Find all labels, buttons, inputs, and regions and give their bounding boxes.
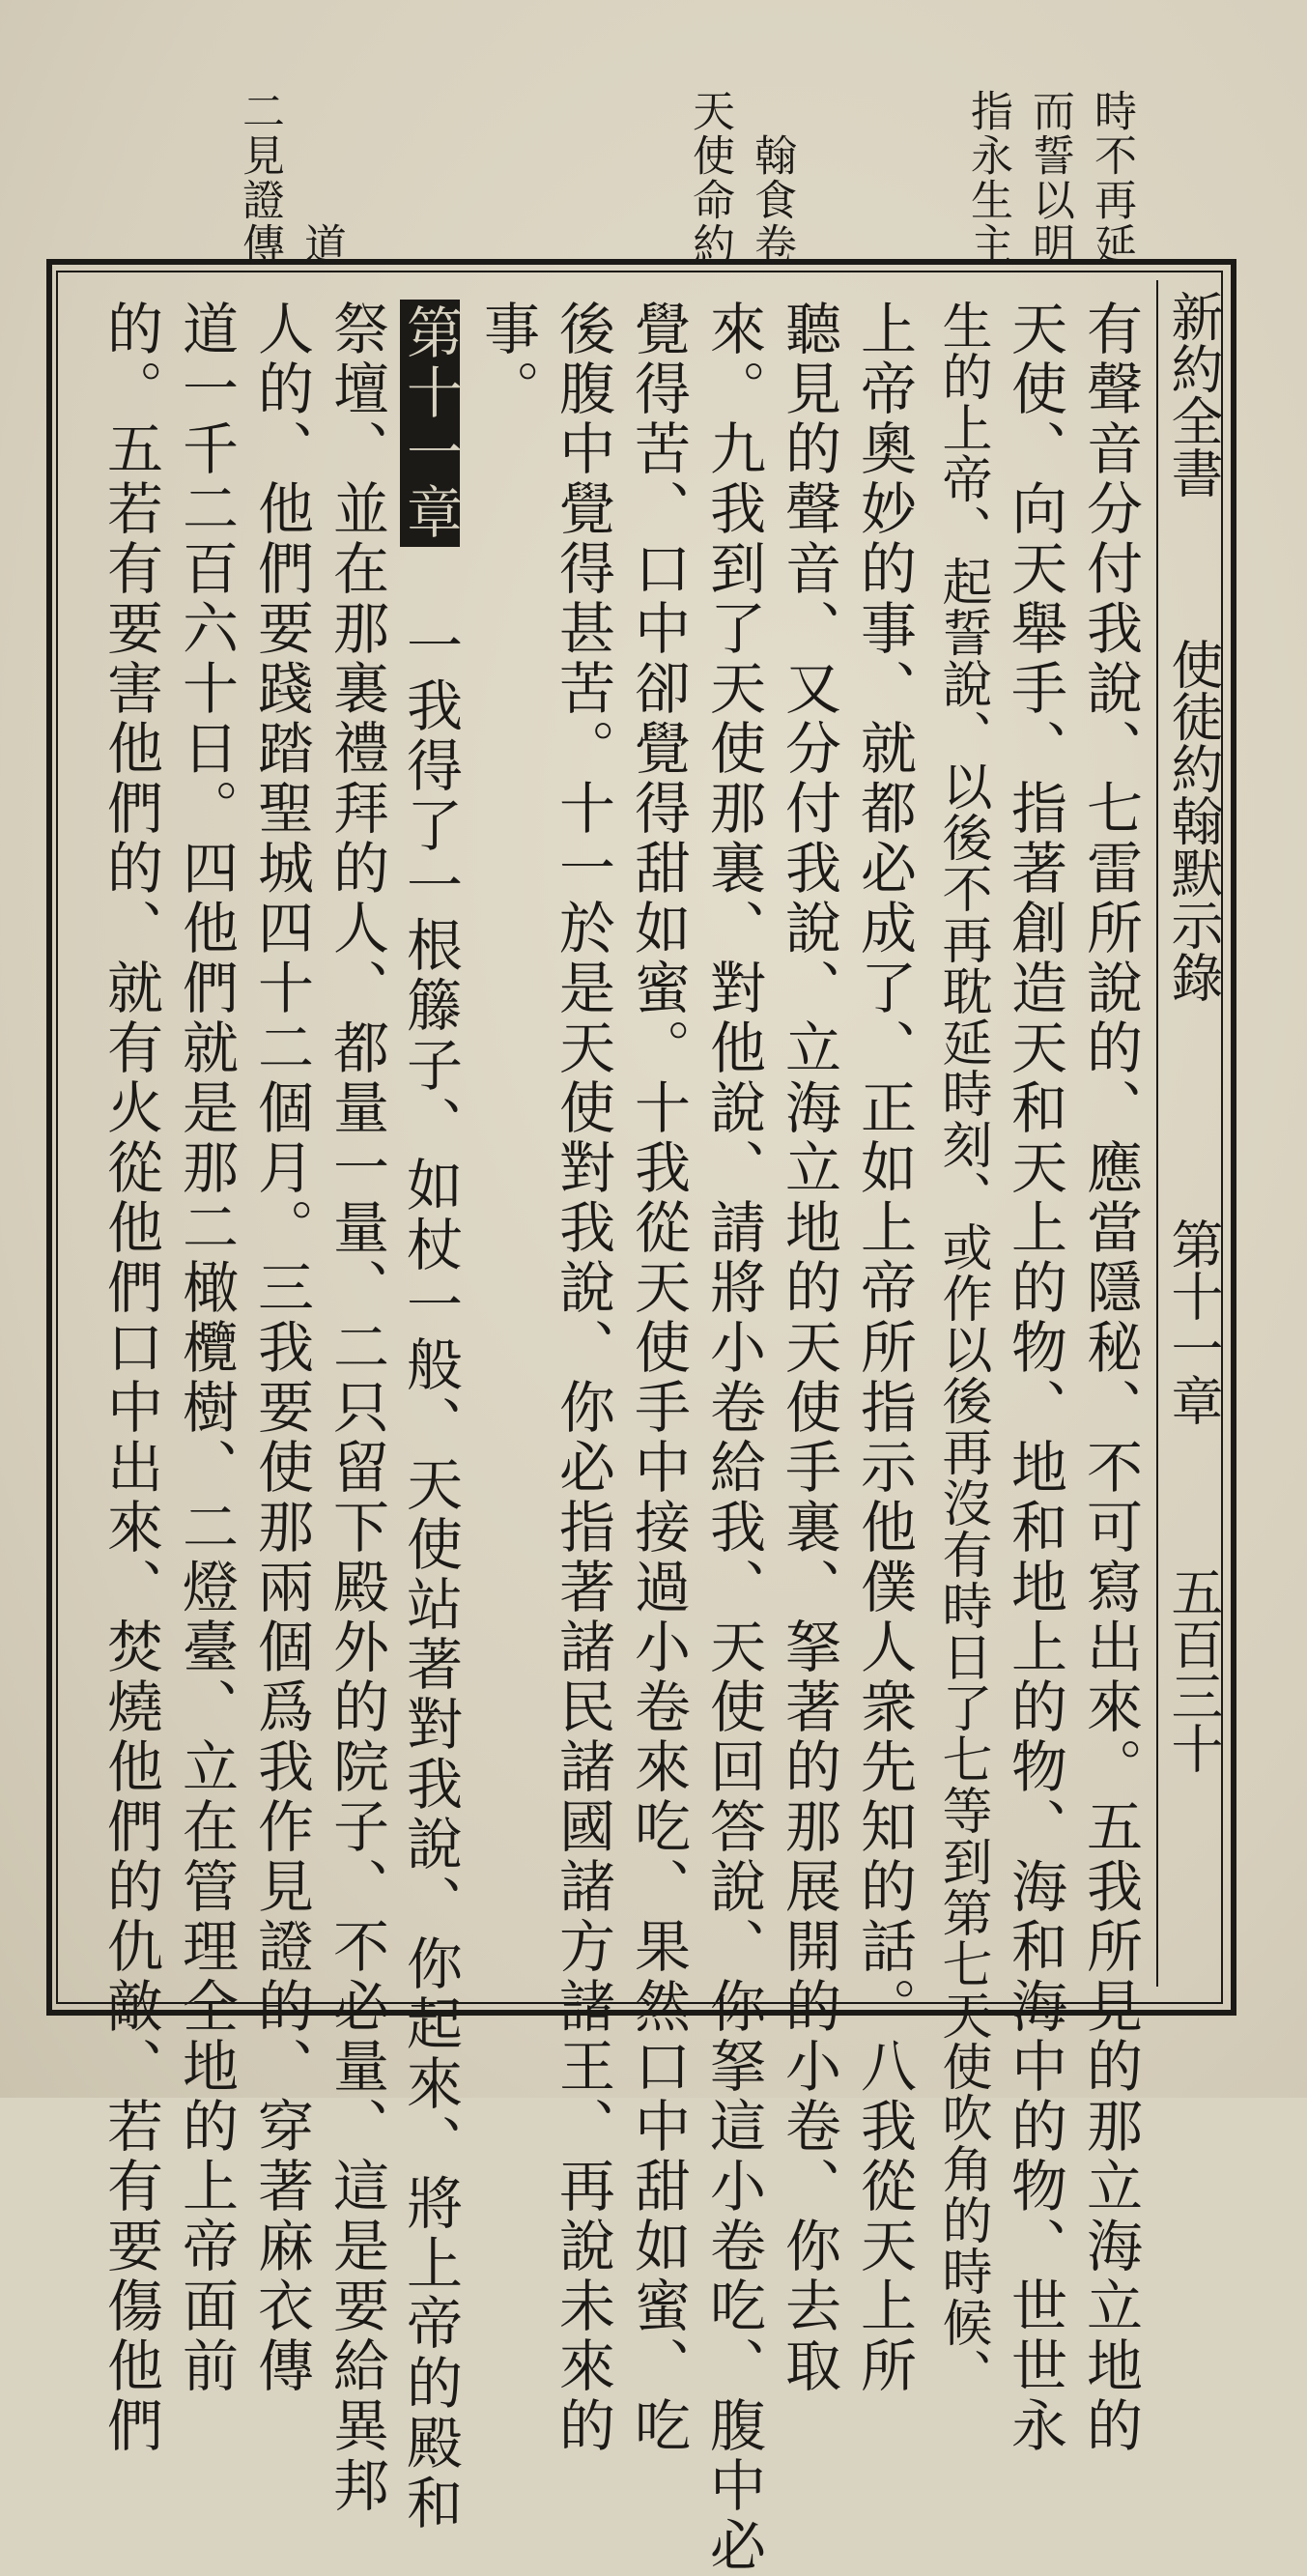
- text-column: 聽見的聲音、又分付我說、立海立地的天使手裏、拏著的那展開的小卷、你去取: [776, 300, 841, 2396]
- margin-note-col: 天使命約: [685, 89, 734, 267]
- text-column: 天使、向天舉手、指著創造天和天上的物、地和地上的物、海和海中的物、世世永: [1002, 300, 1067, 2456]
- margin-note-col: 二見證傳: [235, 89, 284, 267]
- margin-note-col: 翰食卷: [747, 133, 796, 267]
- text-column: 道一千二百六十日。四他們就是那二橄欖樹、二燈臺、立在管理全地的上帝面前: [173, 300, 239, 2396]
- margin-note-scroll: [678, 89, 1111, 277]
- header-book: 使徒約翰默示錄: [1163, 638, 1224, 1003]
- text-column: 上帝奧妙的事、就都必成了、正如上帝所指示他僕人衆先知的話。八我從天上所: [851, 300, 917, 2396]
- text-column: 生的上帝、起誓說、以後不再耽延時刻、或作以後再沒有時日了七等到第七天使吹角的時候、: [933, 300, 991, 2399]
- text-column: 後腹中覺得甚苦。十一於是天使對我說、你必指著諸民諸國諸方諸王、再說未來的: [550, 300, 615, 2456]
- text-column-chapter-start: [397, 300, 463, 2533]
- chapter-marker: 第十一章: [400, 300, 460, 547]
- header-chapter: 第十一章: [1163, 1217, 1224, 1426]
- header-title: 新約全書: [1163, 290, 1224, 499]
- margin-note-col: 道: [297, 222, 346, 267]
- header-divider: [1156, 280, 1158, 1987]
- margin-note-col: 而誓以明: [1025, 89, 1074, 267]
- margin-note-col: 時不再延: [1087, 89, 1136, 267]
- header-page-number: 五百三十: [1163, 1565, 1224, 1774]
- text-column: 的。五若有要害他們的、就有火從他們口中出來、焚燒他們的仇敵、若有要傷他們: [98, 300, 163, 2456]
- margin-note-col: 指永生主: [963, 89, 1012, 267]
- text-column: 覺得苦、口中卻覺得甜如蜜。十我從天使手中接過小卷來吃、果然口中甜如蜜、吃: [625, 300, 691, 2456]
- text-column: 祭壇、並在那裏禮拜的人、都量一量、二只留下殿外的院子、不必量、這是要給異邦: [324, 300, 389, 2516]
- text-column: 有聲音分付我說、七雷所說的、應當隱秘、不可寫出來。五我所見的那立海立地的: [1077, 300, 1143, 2456]
- running-header: [1163, 290, 1225, 1990]
- text-column: 人的、他們要踐踏聖城四十二個月。三我要使那兩個爲我作見證的、穿著麻衣傳: [248, 300, 314, 2396]
- text-column: 來。九我到了天使那裏、對他說、請將小卷給我、天使回答說、你拏這小卷吃、腹中必: [700, 300, 766, 2576]
- chapter-first-line: 一我得了一根籐子、如杖一般、天使站著對我說、你起來、將上帝的殿和: [397, 616, 463, 2533]
- margin-note-witnesses: [228, 89, 537, 277]
- main-text: [98, 300, 1153, 2576]
- text-column: 事。: [474, 300, 540, 419]
